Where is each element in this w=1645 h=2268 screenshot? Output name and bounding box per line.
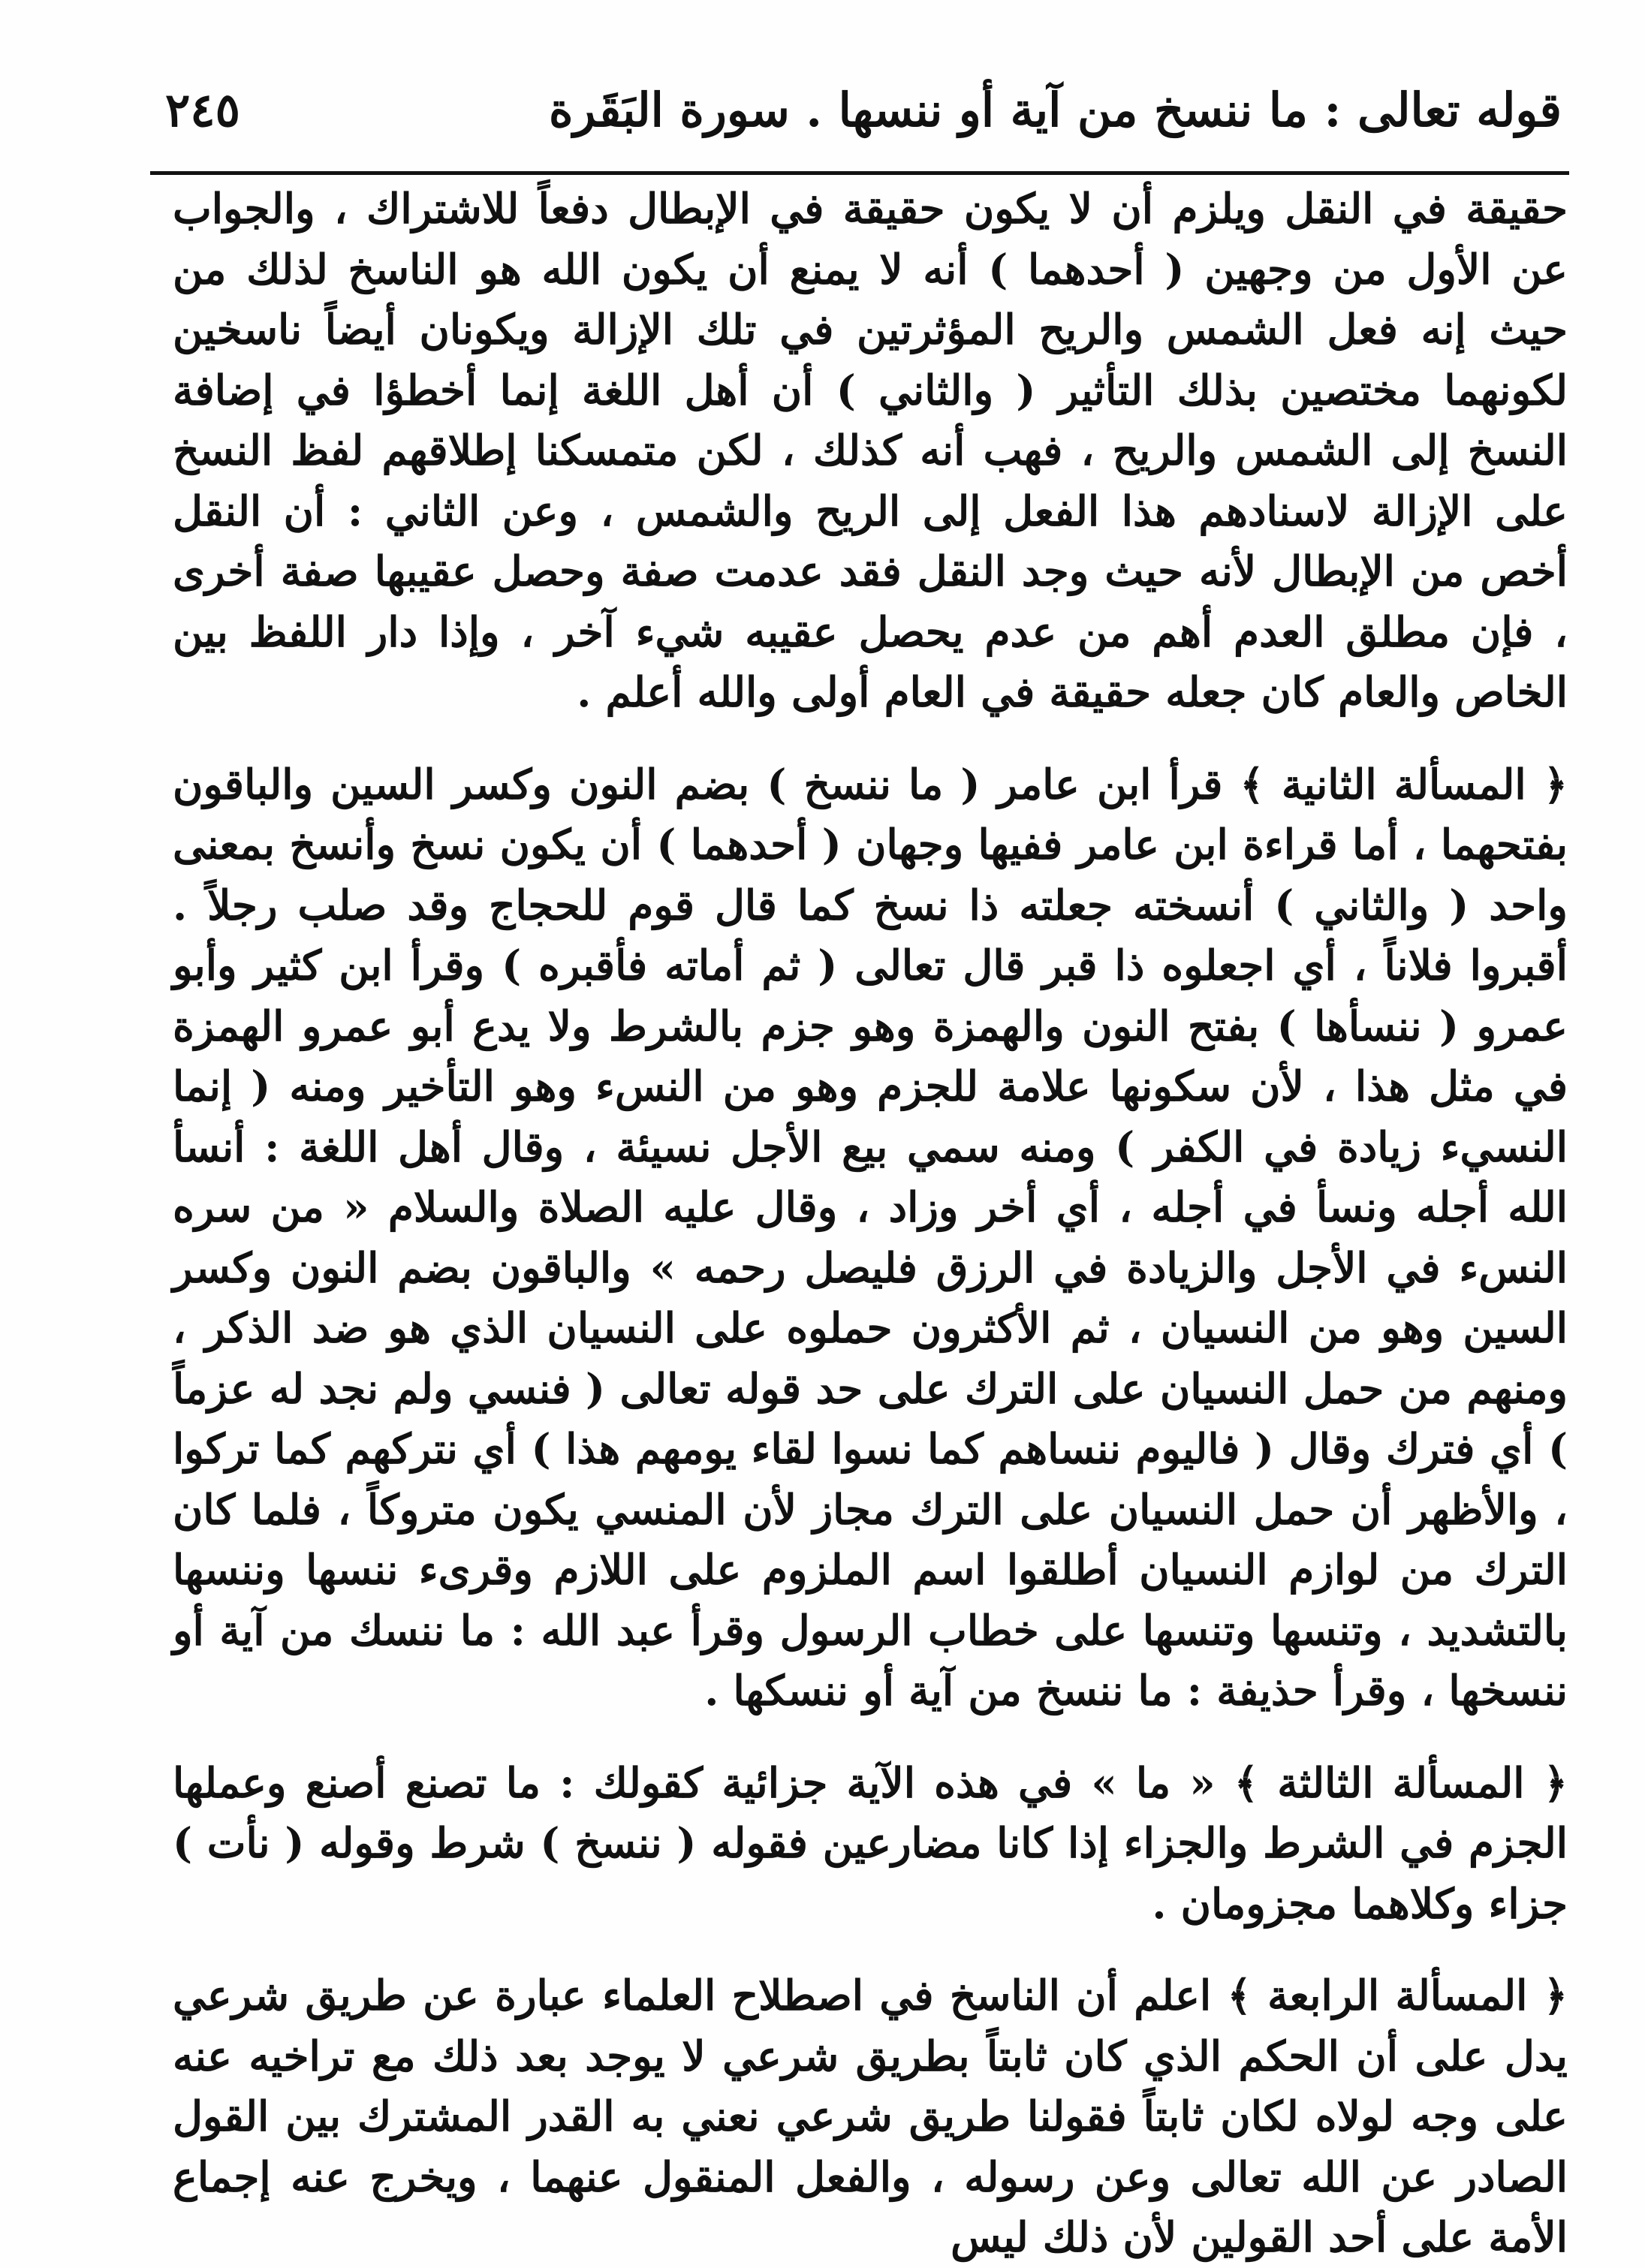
running-header bbox=[150, 68, 1562, 165]
section-heading-2: ﴿ المسألة الثانية ﴾ bbox=[1240, 759, 1568, 809]
paragraph-1 bbox=[173, 179, 1568, 723]
paragraph-4-text: اعلم أن الناسخ في اصطلاح العلماء عبارة عن طريق شرعي يدل على أن الحكم الذي كان ثابتاً بطريق شرعي لا يوجد بعد ذلك مع تراخيه عنه على وجه لولاه لكان ثابتاً فقولنا طريق شرعي نعني به القدر المشترك بين القول الصادر عن الله تعالى وعن رسوله ، والفعل المنقول عنهما ، ويخرج عنه إجماع الأمة على أحد القولين لأن ذلك ليس bbox=[173, 1971, 1568, 2261]
body-text bbox=[173, 179, 1568, 2268]
paragraph-3 bbox=[173, 1753, 1568, 1935]
paragraph-2-text: قرأ ابن عامر ( ما ننسخ ) بضم النون وكسر السين والباقون بفتحهما ، أما قراءة ابن عامر ففيها وجهان ( أحدهما ) أن يكون نسخ وأنسخ بمعنى واحد ( والثاني ) أنسخته جعلته ذا نسخ كما قال قوم للحجاج وقد صلب رجلاً . أقبروا فلاناً ، أي اجعلوه ذا قبر قال تعالى ( ثم أماته فأقبره ) وقرأ ابن كثير وأبو عمرو ( ننسأها ) بفتح النون والهمزة وهو جزم بالشرط ولا يدع أبو عمرو الهمزة في مثل هذا ، لأن سكونها علامة للجزم وهو من النسء وهو التأخير ومنه ( إنما النسيء زيادة في الكفر ) ومنه سمي بيع الأجل نسيئة ، وقال أهل اللغة : أنسأ الله أجله ونسأ في أجله ، أي أخر وزاد ، وقال عليه الصلاة والسلام « من سره النسء في الأجل والزيادة في الرزق فليصل رحمه » والباقون بضم النون وكسر السين وهو من النسيان ، ثم الأكثرون حملوه على النسيان الذي هو ضد الذكر ، ومنهم من حمل النسيان على الترك على حد قوله تعالى ( فنسي ولم نجد له عزماً ) أي فترك وقال ( فاليوم ننساهم كما نسوا لقاء يومهم هذا ) أي نتركهم كما تركوا ، والأظهر أن حمل النسيان على الترك مجاز لأن المنسي يكون متروكاً ، فلما كان الترك من لوازم النسيان أطلقوا اسم الملزوم على اللازم وقرىء ننسها وننسها بالتشديد ، وتنسها وتنسها على خطاب الرسول وقرأ عبد الله : ما ننسك من آية أو ننسخها ، وقرأ حذيفة : ما ننسخ من آية أو ننسكها . bbox=[173, 759, 1568, 1715]
paragraph-1-text: حقيقة في النقل ويلزم أن لا يكون حقيقة في الإبطال دفعاً للاشتراك ، والجواب عن الأول من وجهين ( أحدهما ) أنه لا يمنع أن يكون الله هو الناسخ لذلك من حيث إنه فعل الشمس والريح المؤثرتين في تلك الإزالة ويكونان أيضاً ناسخين لكونهما مختصين بذلك التأثير ( والثاني ) أن أهل اللغة إنما أخطؤا في إضافة النسخ إلى الشمس والريح ، فهب أنه كذلك ، لكن متمسكنا إطلاقهم لفظ النسخ على الإزالة لاسنادهم هذا الفعل إلى الريح والشمس ، وعن الثاني : أن النقل أخص من الإبطال لأنه حيث وجد النقل فقد عدمت صفة وحصل عقيبها صفة أخرى ، فإن مطلق العدم أهم من عدم يحصل عقيبه شيء آخر ، وإذا دار اللفظ بين الخاص والعام كان جعله حقيقة في العام أولى والله أعلم . bbox=[173, 184, 1568, 716]
paragraph-3-text: « ما » في هذه الآية جزائية كقولك : ما تصنع أصنع وعملها الجزم في الشرط والجزاء إذا كانا مضارعين فقوله ( ننسخ ) شرط وقوله ( نأت ) جزاء وكلاهما مجزومان . bbox=[173, 1757, 1568, 1928]
section-heading-4: ﴿ المسألة الرابعة ﴾ bbox=[1227, 1971, 1568, 2020]
page-number: ٢٤٥ bbox=[165, 83, 240, 137]
paragraph-4 bbox=[173, 1965, 1568, 2268]
header-title: قوله تعالى : ما ننسخ من آية أو ننسها . سورة البَقَرة bbox=[548, 83, 1562, 137]
paragraph-2 bbox=[173, 754, 1568, 1721]
header-divider bbox=[150, 171, 1569, 175]
section-heading-3: ﴿ المسألة الثالثة ﴾ bbox=[1234, 1757, 1568, 1807]
